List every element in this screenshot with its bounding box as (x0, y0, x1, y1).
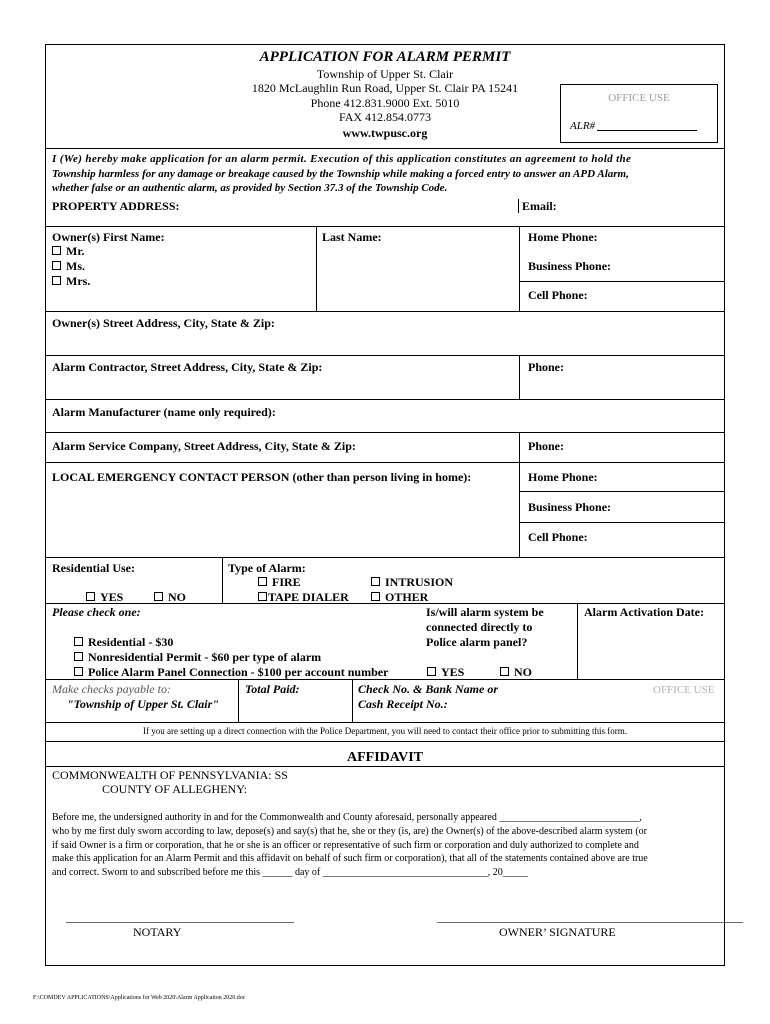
residential-no-label: NO (168, 590, 186, 604)
total-paid-label: Total Paid: (245, 682, 300, 696)
alarm-service-company-label: Alarm Service Company, Street Address, City, State & Zip: (52, 439, 356, 453)
divider (45, 741, 725, 742)
document-file-path: F:\COMDEV APPLICATIONS\Applications for Web 2020\Alarm Application 2020.doc (33, 995, 246, 1001)
office-use-label-bottom: OFFICE USE (653, 684, 715, 696)
connection-question-line-3: Police alarm panel? (426, 635, 528, 649)
check-number-label-line-1: Check No. & Bank Name or (358, 682, 499, 696)
last-name-label: Last Name: (322, 230, 382, 244)
office-use-label: OFFICE USE (608, 92, 670, 104)
divider (45, 399, 725, 400)
alarm-manufacturer-label: Alarm Manufacturer (name only required): (52, 405, 276, 419)
divider (45, 355, 725, 356)
mrs-label: Mrs. (66, 274, 91, 288)
divider (45, 226, 725, 227)
check-number-label-line-2: Cash Receipt No.: (358, 697, 448, 711)
title-ms-option[interactable] (52, 259, 85, 273)
divider (45, 311, 725, 312)
divider (45, 557, 725, 558)
fee-residential-checkbox[interactable] (74, 637, 83, 646)
intrusion-label: INTRUSION (385, 575, 454, 589)
divider (45, 462, 725, 463)
residential-no-checkbox[interactable] (154, 592, 163, 601)
residential-no-option[interactable] (154, 590, 186, 604)
owner-first-name-label: Owner(s) First Name: (52, 230, 165, 244)
affidavit-line-4: make this application for an Alarm Permit and this affidavit on behalf of such firm or corporation), that all of the statements contained above are true (52, 853, 648, 864)
mr-checkbox[interactable] (52, 246, 61, 255)
affidavit-line-1: Before me, the undersigned authority in and for the Commonwealth and County aforesaid, personally appeared ____________________________, (52, 812, 642, 823)
divider (45, 148, 725, 149)
alarm-type-label: Type of Alarm: (228, 561, 306, 575)
connection-yes-option[interactable] (427, 665, 464, 679)
divider (519, 432, 520, 557)
connection-question-line-1: Is/will alarm system be (426, 605, 544, 619)
property-address-label: PROPERTY ADDRESS: (52, 199, 180, 213)
divider (222, 557, 223, 603)
divider (45, 603, 725, 604)
emergency-contact-label: LOCAL EMERGENCY CONTACT PERSON (other than person living in home): (52, 470, 472, 484)
notary-signature-line[interactable]: ______________________________________ (66, 910, 294, 924)
owner-home-phone-label: Home Phone: (528, 230, 598, 244)
divider (45, 722, 725, 723)
divider (238, 679, 239, 722)
notary-label: NOTARY (133, 925, 182, 939)
fee-nonresidential-label: Nonresidential Permit - $60 per type of alarm (88, 650, 322, 664)
connection-no-checkbox[interactable] (500, 667, 509, 676)
emergency-business-phone-label: Business Phone: (528, 500, 612, 514)
contractor-phone-label: Phone: (528, 360, 564, 374)
org-fax: FAX 412.854.0773 (338, 110, 432, 124)
intrusion-checkbox[interactable] (371, 577, 380, 586)
mr-label: Mr. (66, 244, 85, 258)
emergency-cell-phone-label: Cell Phone: (528, 530, 588, 544)
org-phone: Phone 412.831.9000 Ext. 5010 (310, 96, 460, 110)
mrs-checkbox[interactable] (52, 276, 61, 285)
org-name: Township of Upper St. Clair (316, 67, 454, 81)
divider (518, 199, 519, 213)
fee-nonresidential-option[interactable] (74, 650, 321, 664)
fee-panel-checkbox[interactable] (74, 667, 83, 676)
title-mr-option[interactable] (52, 244, 85, 258)
divider (519, 355, 520, 399)
commonwealth-label: COMMONWEALTH OF PENNSYLVANIA: SS (52, 768, 288, 782)
residential-yes-option[interactable] (86, 590, 123, 604)
intro-line-1: I (We) hereby make application for an alarm permit. Execution of this application constitutes an agreement to hold the (52, 153, 632, 165)
fire-checkbox[interactable] (258, 577, 267, 586)
divider (352, 679, 353, 722)
divider (45, 766, 725, 767)
fee-nonresidential-checkbox[interactable] (74, 652, 83, 661)
divider (519, 226, 520, 311)
ms-checkbox[interactable] (52, 261, 61, 270)
other-checkbox[interactable] (371, 592, 380, 601)
alr-number-label: ALR# (570, 120, 596, 132)
email-label: Email: (522, 199, 557, 213)
connection-no-label: NO (514, 665, 532, 679)
alarm-activation-date-label: Alarm Activation Date: (584, 605, 704, 619)
fee-panel-option[interactable] (74, 665, 388, 679)
make-checks-payable-label: Make checks payable to: (52, 682, 171, 696)
divider (519, 522, 725, 523)
service-company-phone-label: Phone: (528, 439, 564, 453)
alarm-type-tape-dialer-option[interactable] (258, 590, 349, 604)
emergency-home-phone-label: Home Phone: (528, 470, 598, 484)
intro-line-3: whether false or an authentic alarm, as provided by Section 37.3 of the Township Code. (52, 182, 448, 194)
intro-line-2: Township harmless for any damage or breakage caused by the Township while making a forced entry to answer an APD Alarm, (52, 168, 629, 180)
divider (577, 603, 578, 679)
affidavit-line-3: if said Owner is a firm or corporation, that he or she is an officer or representative of such firm or corporation and duly authorized to complete and (52, 840, 639, 851)
owner-street-address-label: Owner(s) Street Address, City, State & Zip: (52, 316, 275, 330)
fee-residential-option[interactable] (74, 635, 173, 649)
residential-yes-checkbox[interactable] (86, 592, 95, 601)
alarm-type-intrusion-option[interactable] (371, 575, 453, 589)
tape-dialer-label: TAPE DIALER (268, 590, 349, 604)
alr-number-line[interactable] (597, 130, 697, 131)
connection-yes-label: YES (441, 665, 465, 679)
please-check-one-label: Please check one: (52, 605, 141, 619)
alarm-type-other-option[interactable] (371, 590, 428, 604)
owner-signature-line[interactable]: ___________________________________________________ (437, 910, 743, 924)
org-address: 1820 McLaughlin Run Road, Upper St. Clair PA 15241 (251, 81, 519, 95)
connection-no-option[interactable] (500, 665, 532, 679)
divider (45, 432, 725, 433)
alarm-contractor-label: Alarm Contractor, Street Address, City, State & Zip: (52, 360, 323, 374)
residential-yes-label: YES (100, 590, 124, 604)
owner-signature-label: OWNER’ SIGNATURE (499, 925, 616, 939)
alarm-type-fire-option[interactable] (258, 575, 301, 589)
connection-question-line-2: connected directly to (426, 620, 533, 634)
org-website: www.twpusc.org (342, 126, 428, 140)
title-mrs-option[interactable] (52, 274, 90, 288)
divider (519, 281, 725, 282)
fee-residential-label: Residential - $30 (88, 635, 174, 649)
ms-label: Ms. (66, 259, 85, 273)
fee-panel-label: Police Alarm Panel Connection - $100 per account number (88, 665, 389, 679)
county-label: COUNTY OF ALLEGHENY: (102, 782, 248, 796)
divider (519, 491, 725, 492)
residential-use-label: Residential Use: (52, 561, 135, 575)
payee-name: "Township of Upper St. Clair" (67, 697, 219, 711)
tape-dialer-checkbox[interactable] (258, 592, 267, 601)
connection-yes-checkbox[interactable] (427, 667, 436, 676)
owner-business-phone-label: Business Phone: (528, 259, 612, 273)
owner-cell-phone-label: Cell Phone: (528, 288, 588, 302)
affidavit-title: AFFIDAVIT (347, 750, 423, 765)
affidavit-line-2: who by me first duly sworn according to law, depose(s) and say(s) that he, she or they (is, are) the Owner(s) of the above-described alarm system (or (52, 826, 647, 837)
divider (45, 679, 725, 680)
affidavit-line-5: and correct. Sworn to and subscribed before me this ______ day of _________________________________, 20_____ (52, 867, 528, 878)
direct-connection-notice: If you are setting up a direct connection with the Police Department, you will need to contact their office prior to submitting this form. (143, 726, 627, 736)
divider (316, 226, 317, 311)
form-title: APPLICATION FOR ALARM PERMIT (259, 49, 511, 65)
fire-label: FIRE (272, 575, 301, 589)
other-label: OTHER (385, 590, 429, 604)
